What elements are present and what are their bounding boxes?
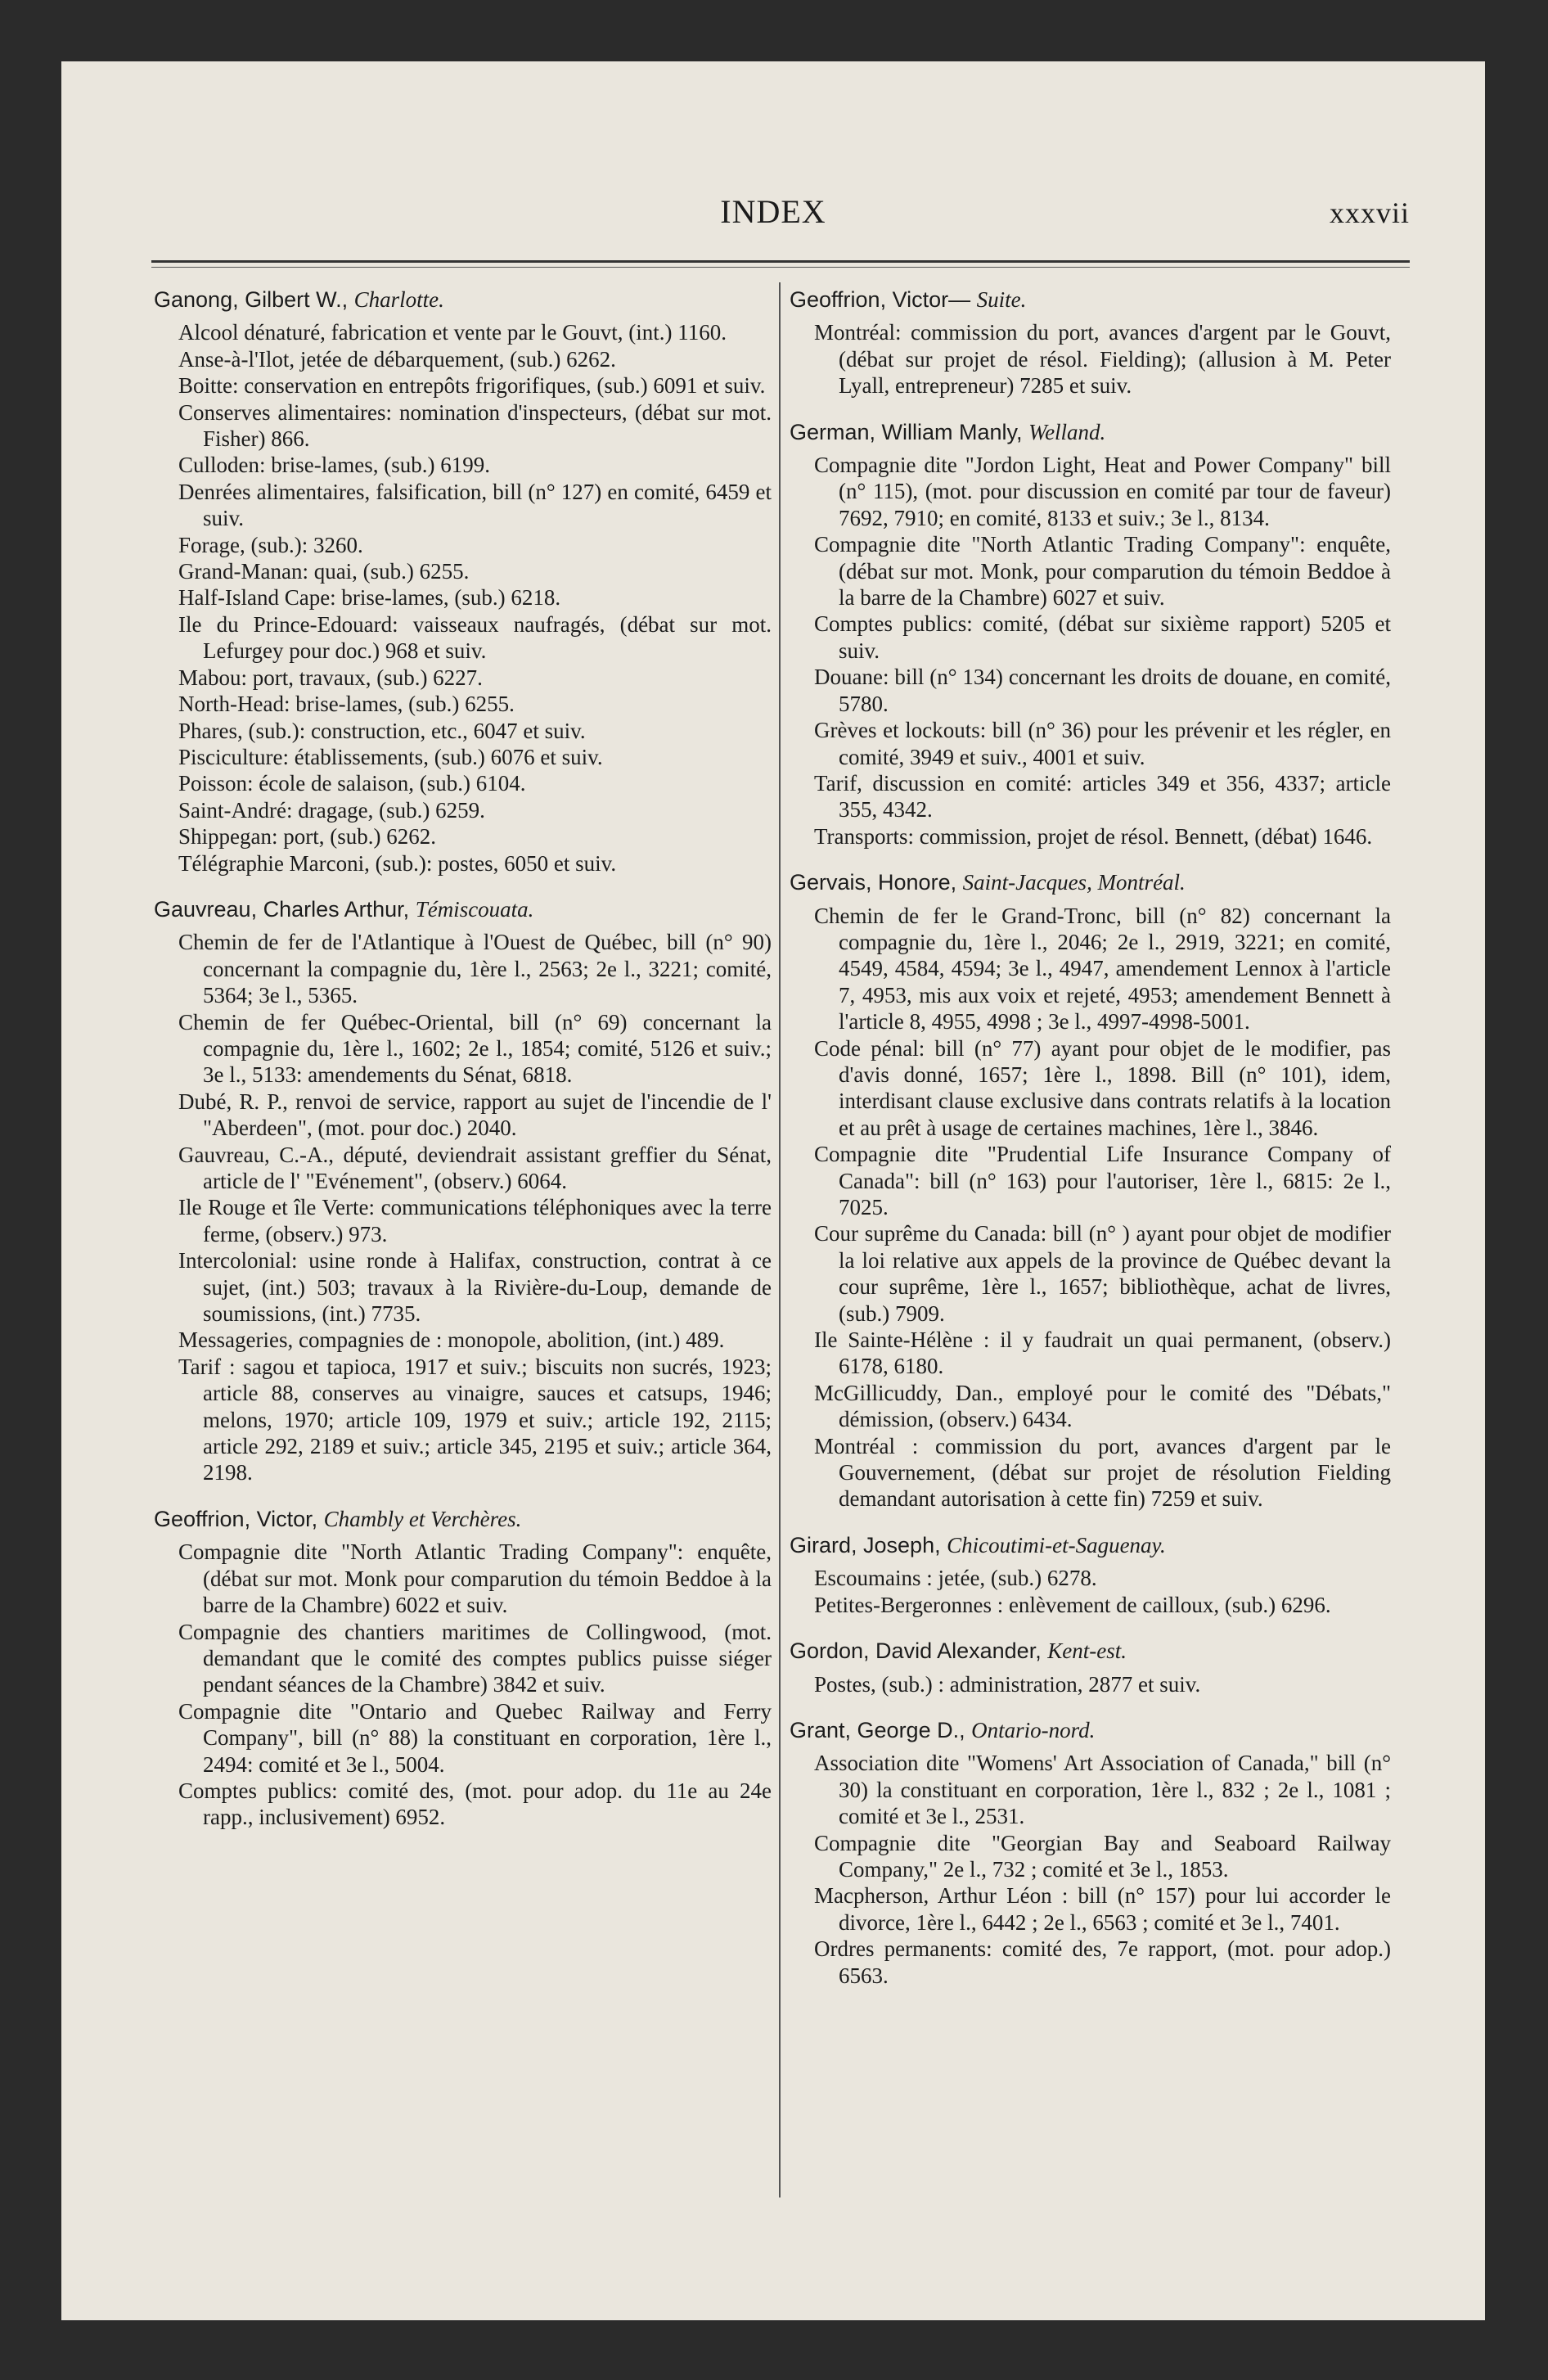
member-name: German, William Manly, (790, 419, 1023, 444)
member-heading (790, 1638, 1391, 1664)
index-subentry: Messageries, compagnies de : monopole, abolition, (int.) 489. (178, 1327, 725, 1353)
member-name: Girard, Joseph, (790, 1532, 941, 1557)
index-subentry: Transports: commission, projet de résol. Bennett, (débat) 1646. (814, 823, 1373, 849)
index-subentry: Ile du Prince-Edouard: vaisseaux naufragés, (débat sur mot. Lefurgey pour doc.) 968 et suiv. (178, 611, 772, 664)
member-heading (154, 896, 772, 922)
index-subentry: Pisciculture: établissements, (sub.) 6076 et suiv. (178, 744, 603, 769)
index-subentry: Anse-à-l'Ilot, jetée de débarquement, (sub.) 6262. (178, 346, 616, 372)
index-subentry: Dubé, R. P., renvoi de service, rapport au sujet de l'incendie de l' "Aberdeen", (mot. pour doc.) 2040. (178, 1089, 772, 1141)
member-heading (790, 869, 1391, 895)
index-subentry: Tarif : sagou et tapioca, 1917 et suiv.; biscuits non sucrés, 1923; article 88, conserves au vinaigre, sauces et catsups, 1946; melons, 1970; article 109, 1979 et suiv.; article 192, 2115; article 292, 2189 et suiv.; article 345, 2195 et suiv.; article 364, 2198. (178, 1354, 772, 1485)
index-subentry: Petites-Bergeronnes : enlèvement de cailloux, (sub.) 6296. (814, 1592, 1331, 1617)
index-subentry: Tarif, discussion en comité: articles 349 et 356, 4337; article 355, 4342. (814, 770, 1391, 823)
index-subentry: Télégraphie Marconi, (sub.): postes, 6050 et suiv. (178, 850, 617, 876)
index-entry (154, 286, 772, 877)
index-subentry: Montréal: commission du port, avances d'argent par le Gouvt, (débat sur projet de résol. Fielding); (allusion à M. Peter Lyall, entrepreneur) 7285 et suiv. (814, 320, 1391, 399)
index-entry (790, 1532, 1391, 1618)
member-name: Gauvreau, Charles Arthur, (154, 896, 410, 922)
index-subentry: Intercolonial: usine ronde à Halifax, construction, contrat à ce sujet, (int.) 503; travaux à la Rivière-du-Loup, demande de soumissions, (int.) 7735. (178, 1248, 772, 1327)
member-name: Gervais, Honore, (790, 870, 957, 895)
page-header (61, 192, 1485, 241)
index-entry (790, 1717, 1391, 1989)
index-subentry: Grand-Manan: quai, (sub.) 6255. (178, 559, 470, 584)
member-name: Ganong, Gilbert W., (154, 287, 349, 312)
index-subentry: Mabou: port, travaux, (sub.) 6227. (178, 665, 483, 690)
index-subentry: Chemin de fer de l'Atlantique à l'Ouest de Québec, bill (n° 90) concernant la compagnie du, 1ère l., 2563; 2e l., 3221; comité, 5364; 3e l., 5365. (178, 930, 772, 1008)
index-subentry: Ile Rouge et île Verte: communications téléphoniques avec la terre ferme, (observ.) 973. (178, 1195, 772, 1246)
index-subentry: Association dite "Womens' Art Association of Canada," bill (n° 30) la constituant en corporation, 1ère l., 832 ; 2e l., 1081 ; comité et 3e l., 2531. (814, 1751, 1391, 1829)
index-entry (790, 1638, 1391, 1697)
index-subentry: Cour suprême du Canada: bill (n° ) ayant pour objet de modifier la loi relative aux appels de la province de Québec devant la cour suprême, 1ère l., 1657; bibliothèque, achat de livres, (sub.) 7909. (814, 1221, 1391, 1326)
index-subentry: Postes, (sub.) : administration, 2877 et suiv. (814, 1671, 1201, 1697)
member-heading (154, 286, 772, 313)
column-divider (779, 282, 781, 2197)
index-subentry: Conserves alimentaires: nomination d'inspecteurs, (débat sur mot. Fisher) 866. (178, 399, 772, 452)
index-entry (790, 286, 1391, 399)
index-subentry: Code pénal: bill (n° 77) ayant pour objet de le modifier, pas d'avis donné, 1657; 1ère l., 1898. Bill (n° 101), idem, interdisant clause exclusive dans contrats relatifs à la location et au prêt à usage de certaines machines, 1ère l., 3846. (814, 1035, 1391, 1140)
index-subentry: Comptes publics: comité des, (mot. pour adop. du 11e au 24e rapp., inclusivement) 6952. (178, 1778, 772, 1830)
member-heading (790, 286, 1391, 313)
index-subentry: Escoumains : jetée, (sub.) 6278. (814, 1566, 1097, 1591)
index-subentry: Gauvreau, C.-A., député, deviendrait assistant greffier du Sénat, article de l' "Evénement", (observ.) 6064. (178, 1142, 772, 1193)
index-subentry: Compagnie dite "Prudential Life Insurance Company of Canada": bill (n° 163) pour l'autoriser, 1ère l., 6815: 2e l., 7025. (814, 1142, 1391, 1219)
member-heading (790, 1532, 1391, 1558)
index-subentry: Poisson: école de salaison, (sub.) 6104. (178, 771, 526, 796)
index-subentry: Compagnie dite "Ontario and Quebec Railway and Ferry Company", bill (n° 88) la constituant en corporation, 1ère l., 2494: comité et 3e l., 5004. (178, 1698, 772, 1777)
member-riding: Welland. (1028, 419, 1106, 444)
index-subentry: Chemin de fer Québec-Oriental, bill (n° 69) concernant la compagnie du, 1ère l., 1602; 2e l., 1854; comité, 5126 et suiv.; 3e l., 5133: amendements du Sénat, 6818. (178, 1009, 772, 1088)
member-heading (790, 419, 1391, 445)
member-riding: Chambly et Verchères. (323, 1506, 522, 1531)
index-entry (154, 896, 772, 1486)
index-subentry: Grèves et lockouts: bill (n° 36) pour les prévenir et les régler, en comité, 3949 et suiv., 4001 et suiv. (814, 718, 1391, 769)
member-riding: Témiscouata. (415, 896, 534, 922)
scanned-page (61, 61, 1485, 2320)
member-riding: Saint-Jacques, Montréal. (962, 870, 1186, 895)
index-subentry: Shippegan: port, (sub.) 6262. (178, 824, 436, 850)
index-column-left (154, 286, 772, 1850)
page-title: INDEX (720, 193, 826, 230)
member-riding: Suite. (976, 287, 1027, 312)
index-subentry: Compagnie dite "North Atlantic Trading Company": enquête, (débat sur mot. Monk pour comparution du témoin Beddoe à la barre de la Chambre) 6022 et suiv. (178, 1539, 772, 1618)
member-riding: Chicoutimi-et-Saguenay. (947, 1532, 1166, 1557)
index-subentry: Culloden: brise-lames, (sub.) 6199. (178, 453, 490, 478)
index-subentry: Douane: bill (n° 134) concernant les droits de douane, en comité, 5780. (814, 665, 1391, 716)
member-name: Geoffrion, Victor— (790, 287, 971, 312)
header-rule-thin (151, 267, 1410, 268)
index-column-right (790, 286, 1391, 2008)
member-riding: Ontario-nord. (971, 1717, 1096, 1742)
member-name: Grant, George D., (790, 1717, 965, 1742)
index-subentry: Half-Island Cape: brise-lames, (sub.) 6218. (178, 585, 561, 611)
index-subentry: Montréal : commission du port, avances d'argent par le Gouvernement, (débat sur projet de résolution Fielding demandant autorisation à cette fin) 7259 et suiv. (814, 1433, 1391, 1512)
index-subentry: Forage, (sub.): 3260. (178, 532, 363, 557)
index-subentry: Ile Sainte-Hélène : il y faudrait un quai permanent, (observ.) 6178, 6180. (814, 1327, 1391, 1379)
index-subentry: Ordres permanents: comité des, 7e rapport, (mot. pour adop.) 6563. (814, 1936, 1391, 1988)
index-subentry: Compagnie dite "Jordon Light, Heat and Power Company" bill (n° 115), (mot. pour discussion en comité par tour de faveur) 7692, 7910; en comité, 8133 et suiv.; 3e l., 8134. (814, 453, 1391, 530)
member-name: Geoffrion, Victor, (154, 1506, 318, 1531)
index-subentry: Compagnie dite "Georgian Bay and Seaboard Railway Company," 2e l., 732 ; comité et 3e l., 1853. (814, 1830, 1391, 1882)
index-subentry: North-Head: brise-lames, (sub.) 6255. (178, 692, 515, 717)
index-subentry: Saint-André: dragage, (sub.) 6259. (178, 797, 485, 823)
index-entry (790, 419, 1391, 850)
index-subentry: Boitte: conservation en entrepôts frigorifiques, (sub.) 6091 et suiv. (178, 373, 766, 399)
member-name: Gordon, David Alexander, (790, 1639, 1042, 1664)
member-heading (154, 1506, 772, 1532)
member-riding: Charlotte. (353, 287, 444, 312)
index-subentry: Denrées alimentaires, falsification, bill (n° 127) en comité, 6459 et suiv. (178, 479, 772, 531)
index-entry (154, 1506, 772, 1831)
index-subentry: Phares, (sub.): construction, etc., 6047 et suiv. (178, 718, 586, 743)
index-subentry: Compagnie des chantiers maritimes de Collingwood, (mot. demandant que le comité des comptes publics puisse siéger pendant séances de la Chambre) 3842 et suiv. (178, 1619, 772, 1697)
index-entry (790, 869, 1391, 1512)
member-riding: Kent-est. (1047, 1639, 1127, 1664)
header-rule (151, 260, 1410, 263)
index-subentry: Macpherson, Arthur Léon : bill (n° 157) pour lui accorder le divorce, 1ère l., 6442 ; 2e l., 6563 ; comité et 3e l., 7401. (814, 1883, 1391, 1935)
index-subentry: Chemin de fer le Grand-Tronc, bill (n° 82) concernant la compagnie du, 1ère l., 2046; 2e l., 2919, 3221; en comité, 4549, 4584, 4594; 3e l., 4947, amendement Lennox à l'article 7, 4953, mis aux voix et rejeté, 4953; amendement Bennett à l'article 8, 4955, 4998 ; 3e l., 4997-4998-5001. (814, 903, 1391, 1034)
member-heading (790, 1717, 1391, 1743)
index-subentry: McGillicuddy, Dan., employé pour le comité des "Débats," démission, (observ.) 6434. (814, 1380, 1391, 1432)
index-subentry: Alcool dénaturé, fabrication et vente par le Gouvt, (int.) 1160. (178, 320, 727, 345)
index-subentry: Compagnie dite "North Atlantic Trading Company": enquête, (débat sur mot. Monk, pour comparution du témoin Beddoe à la barre de la Chambre) 6027 et suiv. (814, 532, 1391, 611)
index-subentry: Comptes publics: comité, (débat sur sixième rapport) 5205 et suiv. (814, 611, 1391, 663)
page-number: xxxvii (1329, 196, 1410, 229)
